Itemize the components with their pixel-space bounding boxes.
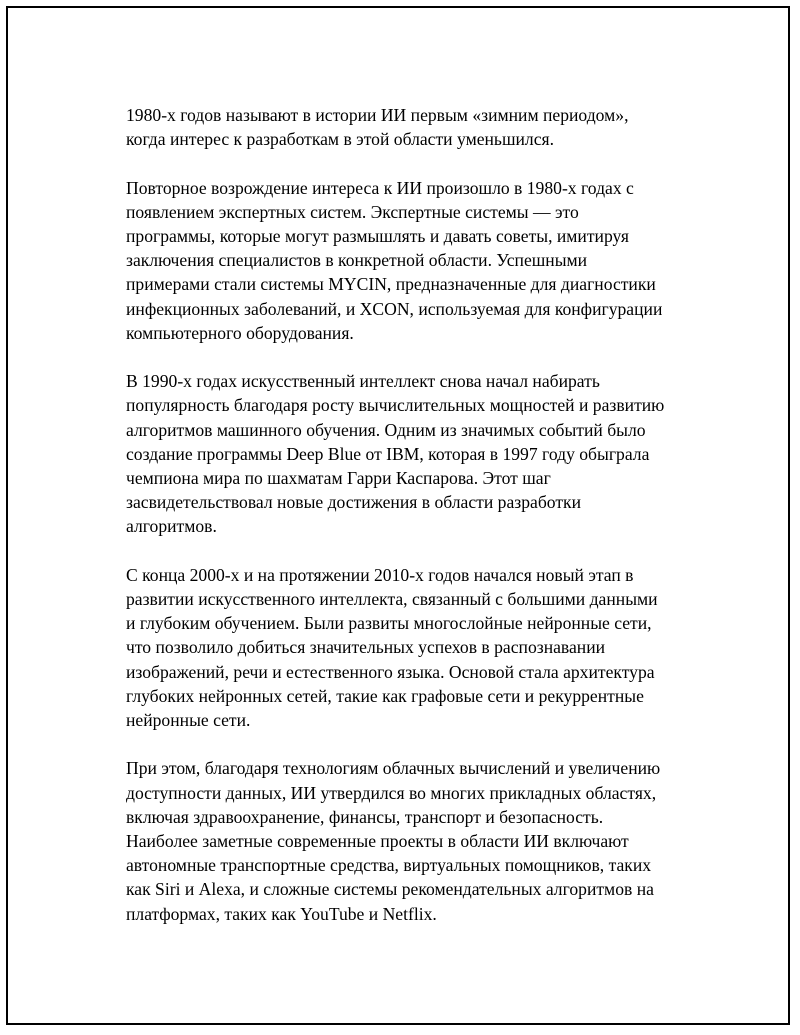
paragraph-expert-systems: Повторное возрождение интереса к ИИ произошло в 1980-х годах с появлением экспертных систем. Экспертные системы — это программы, которые могут размышлять и давать советы, имитируя заключения специалистов в конкретной области. Успешными примерами стали системы MYCIN, предназначенные для диагностики инфекционных заболеваний, и XCON, используемая для конфигурации компьютерного оборудования.: [126, 177, 663, 343]
paragraph-applications: При этом, благодаря технологиям облачных вычислений и увеличению доступности данных, ИИ утвердился во многих прикладных областях, включая здравоохранение, финансы, транспорт и безопасность. Наиболее заметные современные проекты в области ИИ включают автономные транспортные средства, виртуальных помощников, таких как Siri и Alexa, и сложные системы рекомендательных алгоритмов на платформах, таких как YouTube и Netflix.: [126, 758, 661, 924]
paragraph-deep-learning: С конца 2000-х и на протяжении 2010-х годов начался новый этап в развитии искусственного интеллекта, связанный с большими данными и глубоким обучением. Были развиты многослойные нейронные сети, что позволило добиться значительных успехов в распознавании изображений, речи и естественного языка. Основой стала архитектура глубоких нейронных сетей, такие как графовые сети и рекуррентные нейронные сети.: [126, 564, 658, 731]
page-frame: [6, 6, 790, 1025]
document-body: [126, 103, 696, 926]
paragraph-1990s: В 1990-х годах искусственный интеллект снова начал набирать популярность благодаря росту вычислительных мощностей и развитию алгоритмов машинного обучения. Одним из значимых событий было создание программы Deep Blue от IBM, которая в 1997 году обыграла чемпиона мира по шахматам Гарри Каспарова. Этот шаг засвидетельствовал новые достижения в области разработки алгоритмов.: [126, 371, 665, 537]
paragraph-winter-period: 1980-х годов называют в истории ИИ первым «зимним периодом», когда интерес к разработкам в этой области уменьшился.: [126, 105, 629, 150]
